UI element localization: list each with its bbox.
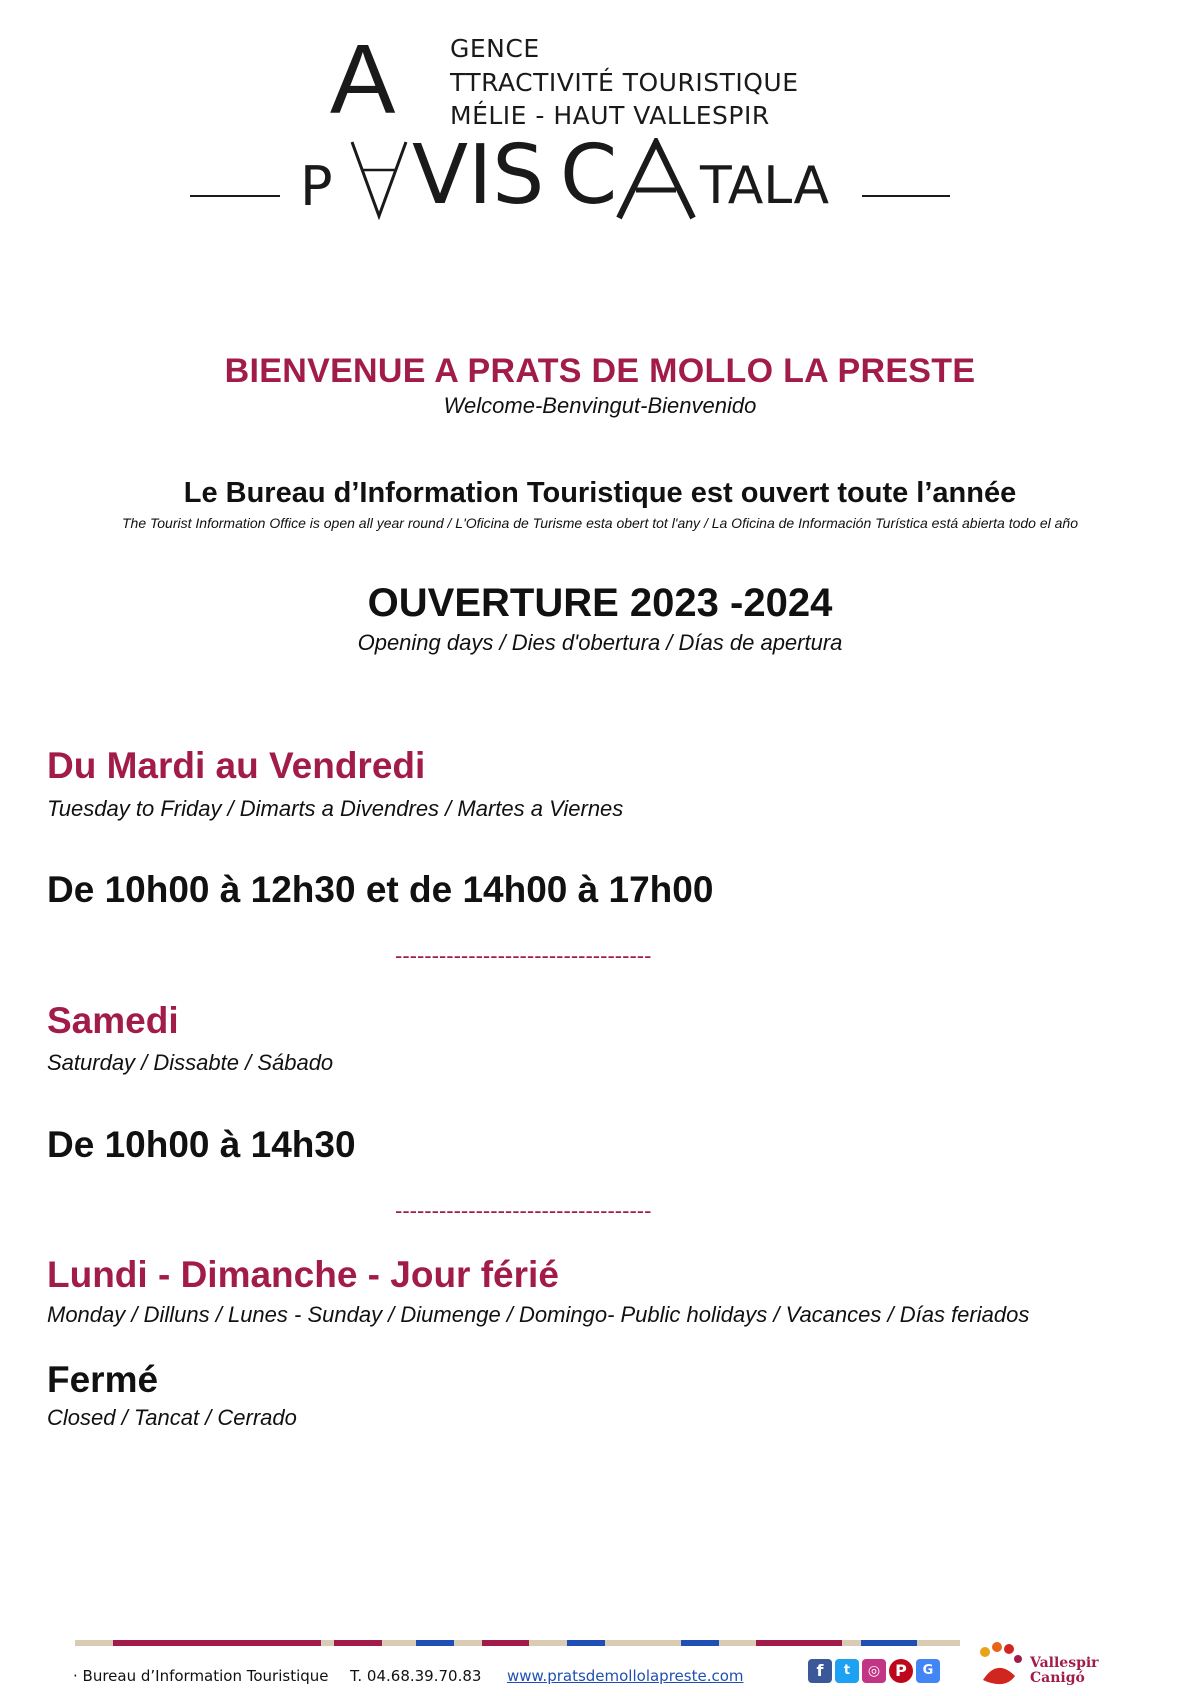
closed-translation: Closed / Tancat / Cerrado	[47, 1405, 297, 1430]
logo-big-a: A	[330, 24, 396, 134]
footer-website-link[interactable]: www.pratsdemollolapreste.com	[507, 1667, 744, 1685]
day-translation: Saturday / Dissabte / Sábado	[47, 1050, 334, 1075]
office-title: Le Bureau d’Information Touristique est ouvert toute l’année	[183, 477, 1017, 509]
day-title: Du Mardi au Vendredi	[47, 745, 426, 786]
footer-phone: T. 04.68.39.70.83	[350, 1667, 482, 1685]
office-subtitle: The Tourist Information Office is open all year round / L'Oficina de Turisme esta obert tot l'any / La Oficina de Información Turística está abierta todo el año	[121, 515, 1078, 531]
day-title: Samedi	[47, 1000, 179, 1041]
logo-line-3: MÉLIE - HAUT VALLESPIR	[450, 101, 770, 130]
opening-title: OUVERTURE 2023 -2024	[367, 581, 833, 625]
logo-word-vis: VIS	[412, 128, 545, 223]
brand-line-1: Vallespir	[1030, 1655, 1099, 1671]
logo-big-a2-icon	[616, 138, 696, 220]
day-translation: Tuesday to Friday / Dimarts a Divendres / Martes a Viernes	[47, 796, 624, 821]
logo-left-rule	[190, 195, 280, 197]
instagram-icon[interactable]: ◎	[862, 1659, 886, 1683]
brand-line-2: Canigó	[1030, 1670, 1085, 1686]
day-translation: Monday / Dilluns / Lunes - Sunday / Diumenge / Domingo- Public holidays / Vacances / Días feriados	[47, 1302, 1030, 1327]
logo-line-2: TTRACTIVITÉ TOURISTIQUE	[450, 68, 799, 97]
logo-word-p: P	[300, 155, 333, 218]
hours-text: De 10h00 à 14h30	[47, 1124, 356, 1165]
logo-right-rule	[862, 195, 950, 197]
logo-word-tala: TALA	[700, 156, 830, 216]
twitter-icon[interactable]: t	[835, 1659, 859, 1683]
separator: -----------------------------------	[395, 943, 652, 968]
welcome-title: BIENVENUE A PRATS DE MOLLO LA PRESTE	[224, 352, 976, 390]
facebook-icon[interactable]: f	[808, 1659, 832, 1683]
footer-office: · Bureau d’Information Touristique	[73, 1667, 329, 1685]
vallespir-paw-logo-icon	[975, 1640, 1025, 1692]
opening-subtitle: Opening days / Dies d'obertura / Días de apertura	[357, 630, 843, 655]
closed-text: Fermé	[47, 1359, 159, 1400]
footer-color-bar	[75, 1640, 960, 1646]
google-business-icon[interactable]: G	[916, 1659, 940, 1683]
logo-inverted-a-icon	[348, 138, 410, 220]
logo-line-1: GENCE	[450, 34, 540, 63]
hours-text: De 10h00 à 12h30 et de 14h00 à 17h00	[47, 869, 714, 910]
logo-word-c: C	[560, 128, 618, 223]
day-title: Lundi - Dimanche - Jour férié	[47, 1254, 559, 1295]
separator: -----------------------------------	[395, 1198, 652, 1223]
pinterest-icon[interactable]: P	[889, 1659, 913, 1683]
welcome-subtitle: Welcome-Benvingut-Bienvenido	[443, 393, 757, 418]
